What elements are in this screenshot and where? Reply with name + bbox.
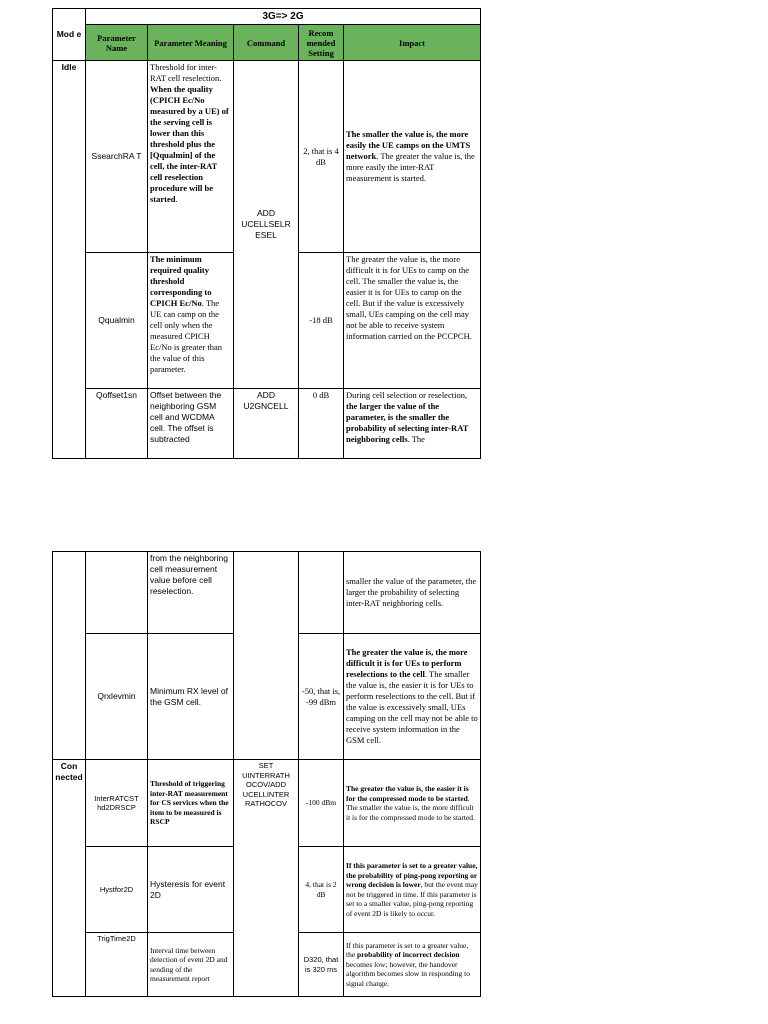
parameter-table-page-2 — [52, 551, 481, 997]
table-row — [53, 760, 481, 847]
command-ucellselresel: ADD UCELLSELR ESEL — [234, 61, 299, 389]
impact-hystfor2d: If this parameter is set to a greater value, the probability of ping-pong reporting or wrong decision is lower, but the event may not be triggered in time. If this parameter is set to a smaller value, ping-pong reporting of event 2D is likely to occur. — [344, 847, 481, 933]
setting-empty — [299, 552, 344, 634]
param-name-interratcsthd2drscp: InterRATCST hd2DRSCP — [86, 760, 148, 847]
impact-interratcsthd2drscp: The greater the value is, the easier it is for the compressed mode to be started. The smaller the value is, the more difficult it is for the compressed mode to be started. — [344, 760, 481, 847]
header-parameter-meaning: Parameter Meaning — [148, 25, 234, 61]
param-name-empty — [86, 552, 148, 634]
impact-ssearchrat: The smaller the value is, the more easily the UE camps on the UMTS network. The greater the value is, the more easily the inter-RAT measurement is started. — [344, 61, 481, 253]
param-meaning-qoffset1sn-cont: from the neighboring cell measurement value before cell reselection. — [148, 552, 234, 634]
mode-cell-empty — [53, 552, 86, 760]
param-meaning-qrxlevmin: Minimum RX level of the GSM cell. — [148, 634, 234, 760]
header-recommended-setting: Recom mended Setting — [299, 25, 344, 61]
setting-interratcsthd2drscp: -100 dBm — [299, 760, 344, 847]
setting-ssearchrat: 2, that is 4 dB — [299, 61, 344, 253]
mode-header: Mod e — [53, 9, 86, 61]
header-parameter-name: Parameter Name — [86, 25, 148, 61]
param-name-qqualmin: Qqualmin — [86, 253, 148, 389]
table-row — [53, 552, 481, 634]
param-name-trigtime2d: TrigTime2D — [86, 933, 148, 997]
param-meaning-trigtime2d: Interval time between detection of event 2D and sending of the measurement report — [148, 933, 234, 997]
command-setuinterrathocov: SET UINTERRATH OCOV/ADD UCELLINTER RATHOCOV — [234, 760, 299, 997]
mode-idle: Idle — [53, 61, 86, 459]
param-name-ssearchrat: SsearchRA T — [86, 61, 148, 253]
setting-qoffset1sn: 0 dB — [299, 389, 344, 459]
table-row — [53, 61, 481, 253]
param-meaning-hystfor2d: Hysteresis for event 2D — [148, 847, 234, 933]
impact-qoffset1sn: During cell selection or reselection, the larger the value of the parameter, is the smaller the probability of selecting inter-RAT neighboring cells. The — [344, 389, 481, 459]
impact-qoffset1sn-cont: smaller the value of the parameter, the larger the probability of selecting inter-RAT neighboring cells. — [344, 552, 481, 634]
param-meaning-qqualmin: The minimum required quality threshold corresponding to CPICH Ec/No. The UE can camp on the cell only when the measured CPICH Ec/No is greater than the value of this parameter. — [148, 253, 234, 389]
header-impact: Impact — [344, 25, 481, 61]
param-name-qoffset1sn: Qoffset1sn — [86, 389, 148, 459]
param-meaning-interratcsthd2drscp: Threshold of triggering inter-RAT measurement for CS services when the item to be measured is RSCP — [148, 760, 234, 847]
header-command: Command — [234, 25, 299, 61]
impact-qrxlevmin: The greater the value is, the more difficult it is for UEs to perform reselections to the cell. The smaller the value is, the easier it is for UEs to perform reselections to the cell. But if the value is excessively small, UEs camping on the cell may not be able to receive system information in the GSM cell. — [344, 634, 481, 760]
table-row — [53, 389, 481, 459]
mode-connected: Con nected — [53, 760, 86, 997]
impact-qqualmin: The greater the value is, the more difficult it is for UEs to camp on the cell. The smaller the value is, the easier it is for UEs to camp on the cell. But if the value is excessively small, UEs camping on the cell may not be able to receive system information carried on the PCCPCH. — [344, 253, 481, 389]
parameter-table-page-1 — [52, 8, 481, 459]
param-name-hystfor2d: Hystfor2D — [86, 847, 148, 933]
param-name-qrxlevmin: Qrxlevmin — [86, 634, 148, 760]
table-title: 3G=> 2G — [86, 9, 481, 25]
impact-trigtime2d: If this parameter is set to a greater value, the probability of incorrect decision becomes low; however, the handover algorithm becomes slow in responding to signal change. — [344, 933, 481, 997]
setting-trigtime2d: D320, that is 320 ms — [299, 933, 344, 997]
command-empty — [234, 552, 299, 760]
setting-qqualmin: -18 dB — [299, 253, 344, 389]
param-meaning-ssearchrat: Threshold for inter-RAT cell reselection. When the quality (CPICH Ec/No measured by a UE) of the serving cell is lower than this threshold plus the [Qqualmin] of the cell, the inter-RAT cell reselection procedure will be started. — [148, 61, 234, 253]
setting-qrxlevmin: -50, that is, -99 dBm — [299, 634, 344, 760]
setting-hystfor2d: 4, that is 2 dB — [299, 847, 344, 933]
param-meaning-qoffset1sn: Offset between the neighboring GSM cell and WCDMA cell. The offset is subtracted — [148, 389, 234, 459]
command-u2gncell: ADD U2GNCELL — [234, 389, 299, 459]
